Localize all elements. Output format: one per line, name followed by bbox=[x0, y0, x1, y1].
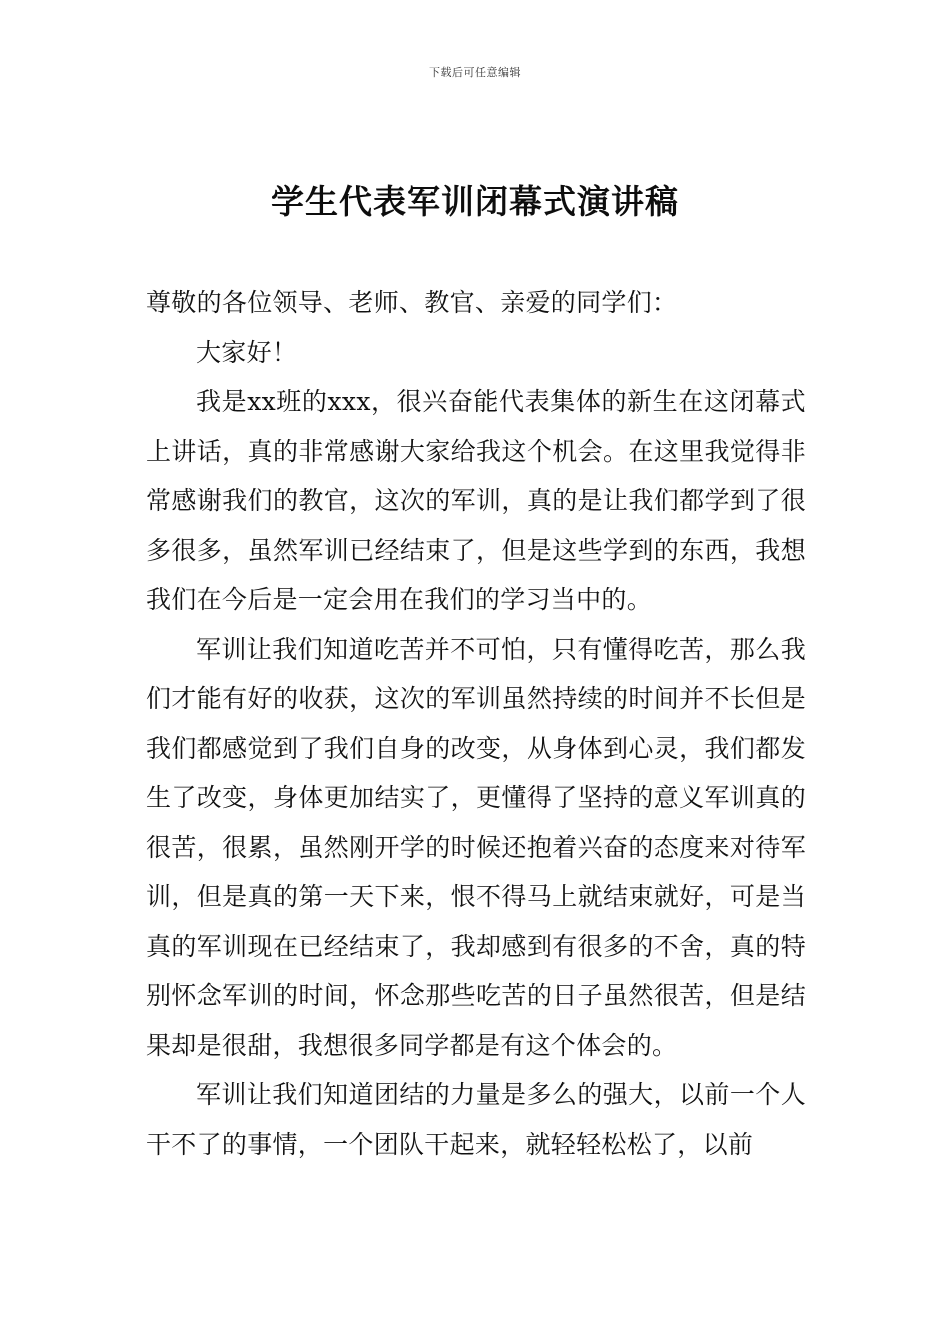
salutation: 尊敬的各位领导、老师、教官、亲爱的同学们： bbox=[146, 288, 678, 317]
paragraph-1: 我是xx班的xxx，很兴奋能代表集体的新生在这闭幕式上讲话，真的非常感谢大家给我这个机会。在这里我觉得非常感谢我们的教官，这次的军训，真的是让我们都学到了很多很多，虽然军训已经结束了，但是这些学到的东西，我想我们在今后是一定会用在我们的学习当中的。 bbox=[146, 387, 806, 614]
paragraph-3: 军训让我们知道团结的力量是多么的强大，以前一个人干不了的事情，一个团队干起来，就轻轻松松了，以前 bbox=[146, 1080, 806, 1159]
document-body bbox=[146, 278, 806, 1169]
document-title: 学生代表军训闭幕式演讲稿 bbox=[271, 182, 679, 221]
paragraph-2: 军训让我们知道吃苦并不可怕，只有懂得吃苦，那么我们才能有好的收获，这次的军训虽然持续的时间并不长但是我们都感觉到了我们自身的改变，从身体到心灵，我们都发生了改变，身体更加结实了，更懂得了坚持的意义军训真的很苦，很累，虽然刚开学的时候还抱着兴奋的态度来对待军训，但是真的第一天下来，恨不得马上就结束就好，可是当真的军训现在已经结束了，我却感到有很多的不舍，真的特别怀念军训的时间，怀念那些吃苦的日子虽然很苦，但是结果却是很甜，我想很多同学都是有这个体会的。 bbox=[146, 634, 806, 1060]
header-note: 下载后可任意编辑 bbox=[429, 66, 521, 79]
greeting: 大家好！ bbox=[196, 337, 298, 367]
